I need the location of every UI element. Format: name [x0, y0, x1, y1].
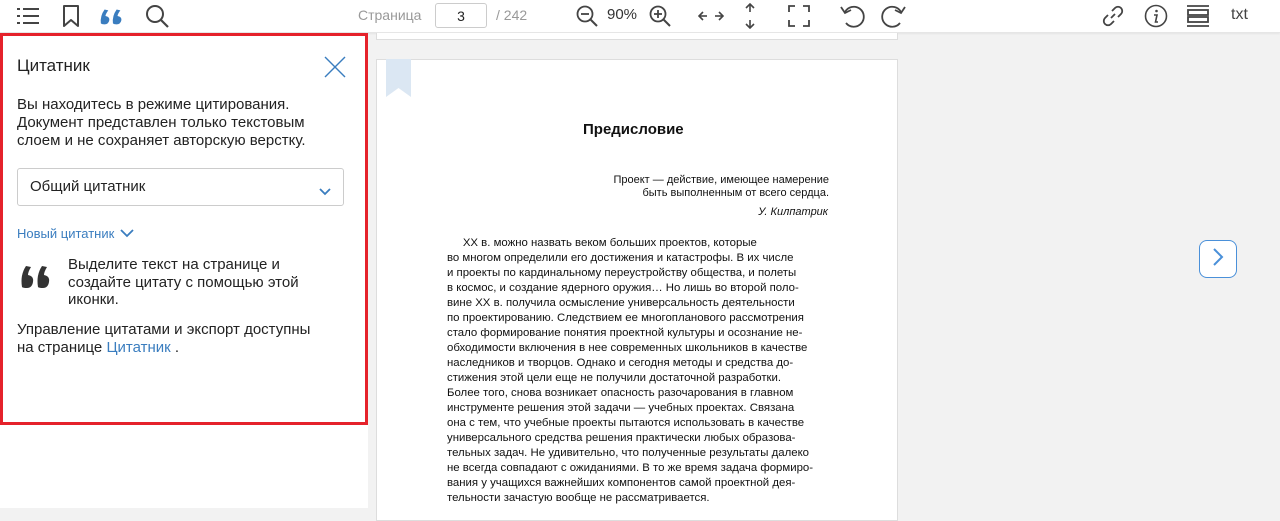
quote-book-select[interactable]	[17, 168, 344, 206]
quote-hint	[68, 256, 348, 309]
zoom-out-icon[interactable]	[574, 3, 600, 29]
body-line: универсального средства решения практически любых образова-	[447, 432, 796, 444]
epigraph-author: У. Килпатрик	[758, 206, 828, 218]
quote-icon[interactable]	[99, 3, 125, 29]
next-page-button[interactable]	[1199, 240, 1237, 278]
epigraph-line: быть выполненным от всего сердца.	[642, 187, 829, 199]
document-body	[447, 236, 813, 506]
rotate-left-icon[interactable]	[840, 3, 866, 29]
mode-description	[17, 96, 347, 150]
manage-line	[17, 339, 357, 357]
rotate-right-icon[interactable]	[880, 3, 906, 29]
hint-line: Выделите текст на странице и	[68, 256, 280, 273]
body-line: Более того, снова возникает опасность разочарования в главном	[447, 387, 794, 399]
intro-line: Вы находитесь в режиме цитирования.	[17, 96, 290, 113]
document-title: Предисловие	[583, 121, 684, 138]
body-line: стало формирование понятия проектной культуры и осознание не-	[447, 327, 803, 339]
body-line: и проекты по кардинальному переустройству общества, и полеты	[447, 267, 797, 279]
body-line: наследников и творцов. Однако и сегодня методы и средства до-	[447, 357, 794, 369]
body-line: в космос, и создание ядерного оружия… Но лишь во второй поло-	[447, 282, 799, 294]
select-value: Общий цитатник	[30, 178, 146, 195]
body-line: обходимости включения в нее современных школьников в качестве	[447, 342, 808, 354]
search-icon[interactable]	[144, 3, 170, 29]
body-line: она с тем, что учебные проекты пытаются использовать в качестве	[447, 417, 805, 429]
body-line: во многом определили его достижения и катастрофы. В их числе	[447, 252, 794, 264]
new-quote-book-label: Новый цитатник	[17, 226, 115, 241]
manage-line: Управление цитатами и экспорт доступны	[17, 321, 311, 338]
body-line: не всегда совпадают с ожиданиями. В то же время задача формиро-	[447, 462, 814, 474]
epigraph	[613, 174, 829, 200]
zoom-level: 90%	[607, 6, 638, 23]
page-number-input[interactable]	[435, 3, 487, 28]
manage-prefix: на странице	[17, 338, 103, 356]
chevron-right-icon	[1212, 248, 1224, 271]
body-line: вания у учащихся важнейших компонентов самой проектной дея-	[447, 477, 796, 489]
body-line: инструменте решения этой задачи — учебных проектах. Связана	[447, 402, 795, 414]
info-icon[interactable]	[1143, 3, 1169, 29]
top-toolbar	[0, 0, 1280, 33]
intro-line: Документ представлен только текстовым	[17, 114, 305, 131]
page-label: Страница	[358, 7, 422, 23]
epigraph-line: Проект — действие, имеющее намерение	[613, 174, 829, 186]
fullscreen-icon[interactable]	[786, 3, 812, 29]
zoom-in-icon[interactable]	[647, 3, 673, 29]
body-line: по проектированию. Следствием ее многопланового рассмотрения	[447, 312, 804, 324]
menu-icon[interactable]	[15, 3, 41, 29]
body-line: стижения этой цели еще не получили достаточной разработки.	[447, 372, 782, 384]
fit-height-icon[interactable]	[737, 3, 763, 29]
body-line: вине XX в. получила осмысление универсальность деятельности	[447, 297, 795, 309]
hint-line: иконки.	[68, 291, 119, 308]
chevron-down-icon	[120, 226, 134, 241]
page-total: / 242	[496, 7, 528, 23]
body-line: тельных задач. Не удивительно, что полученные результаты далеко	[447, 447, 810, 459]
bookmark-ribbon-icon[interactable]	[386, 59, 411, 102]
body-line: тельности зачастую вообще не рассматривается.	[447, 492, 710, 504]
bookmark-icon[interactable]	[58, 3, 84, 29]
fit-width-icon[interactable]	[698, 3, 724, 29]
body-line: XX в. можно назвать веком больших проектов, которые	[447, 237, 757, 249]
previous-page	[376, 33, 898, 40]
chevron-down-icon	[319, 183, 331, 201]
close-icon[interactable]	[323, 55, 347, 79]
link-icon[interactable]	[1100, 3, 1126, 29]
panel-title: Цитатник	[17, 56, 90, 75]
quote-icon	[20, 263, 52, 294]
quote-book-link[interactable]: Цитатник	[106, 338, 171, 356]
new-quote-book-link[interactable]	[17, 226, 134, 241]
manage-info	[17, 321, 357, 356]
manage-suffix: .	[174, 338, 180, 356]
intro-line: слоем и не сохраняет авторскую верстку.	[17, 132, 306, 149]
layout-icon[interactable]	[1185, 3, 1211, 29]
txt-format-button[interactable]: txt	[1231, 6, 1248, 23]
hint-line: создайте цитату с помощью этой	[68, 273, 299, 291]
